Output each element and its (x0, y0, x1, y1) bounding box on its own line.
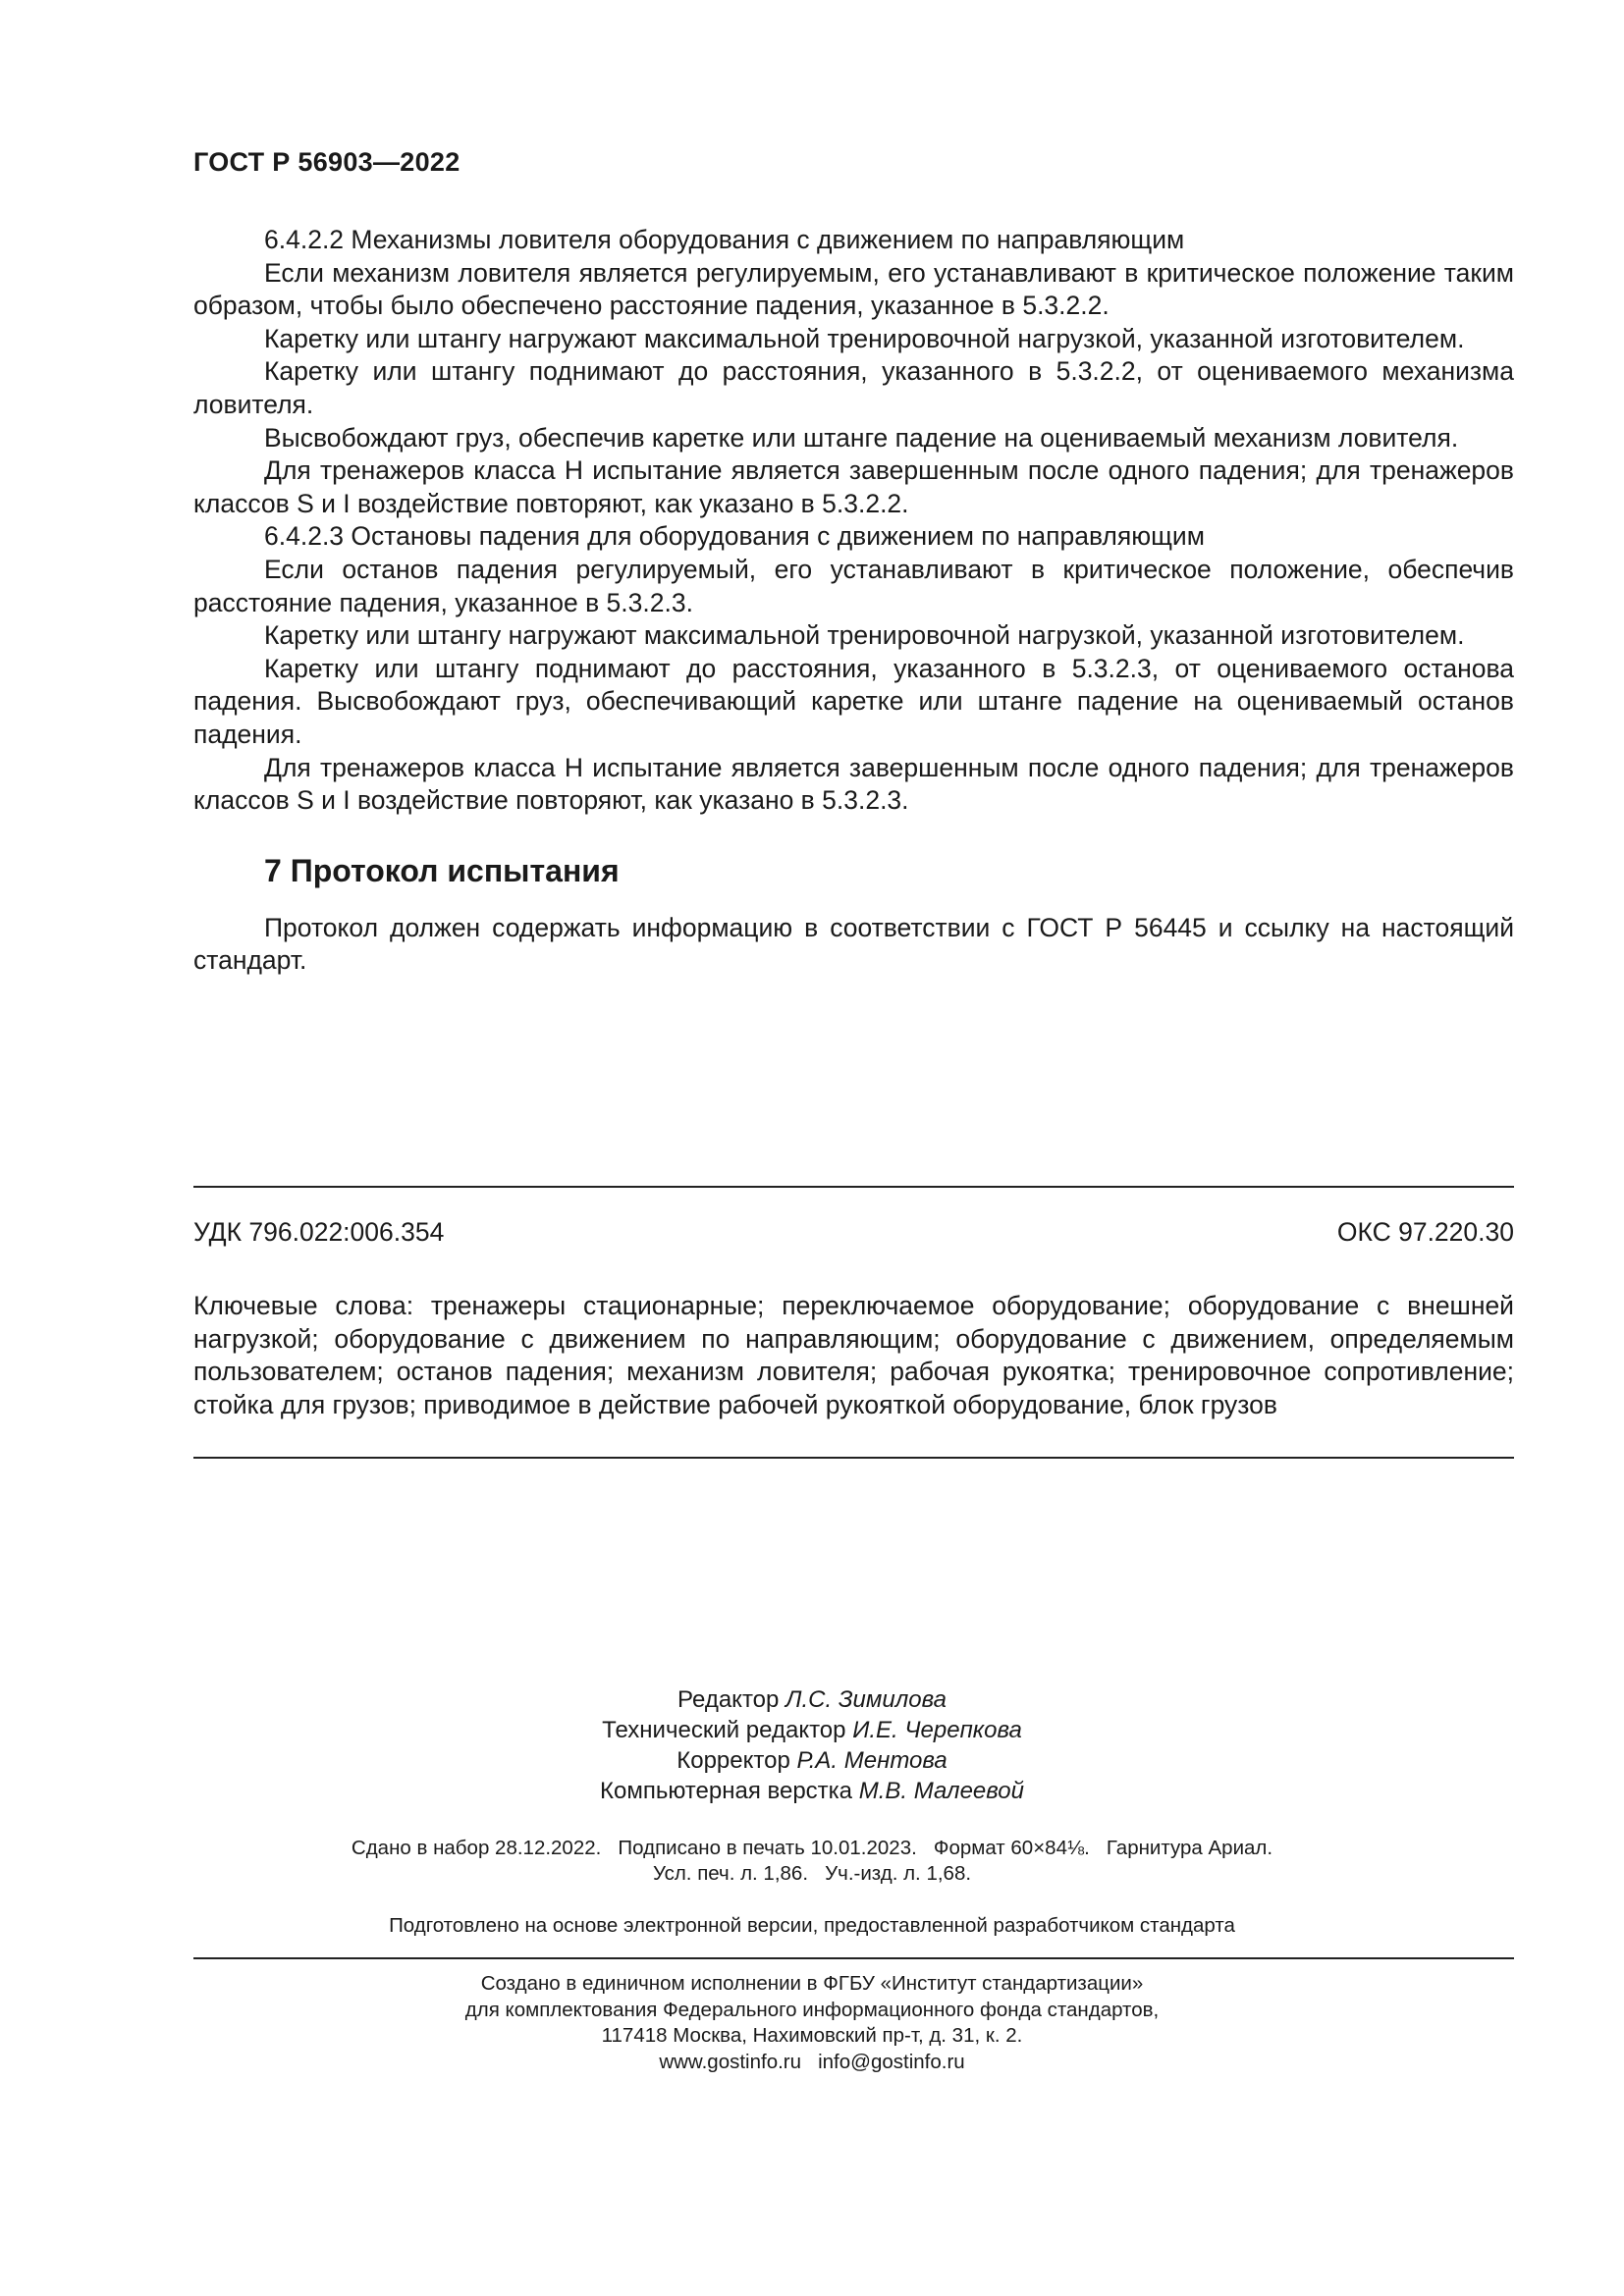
udk-code: УДК 796.022:006.354 (193, 1217, 445, 1247)
publisher-line: для комплектования Федерального информационного фонда стандартов, (464, 1998, 1160, 2021)
credit-name: М.В. Малеевой (858, 1778, 1024, 1804)
paragraph: Для тренажеров класса H испытание является завершенным после одного падения; для тренажеров классов S и I воздействие повторяют, как указано в 5.3.2.2. (193, 455, 1514, 518)
credit-name: Л.С. Зимилова (785, 1686, 947, 1713)
keywords: Ключевые слова: тренажеры стационарные; переключаемое оборудование; оборудование с внешней нагрузкой; оборудование с движением по направляющим; оборудование с движением, определяемым пользователем; останов падения; механизм ловителя; рабочая рукоятка; тренировочное сопротивление; стойка для грузов; приводимое в действие рабочей рукояткой оборудование, блок грузов (193, 1291, 1514, 1419)
prepared-note: Подготовлено на основе электронной версии, предоставленной разработчиком стандарта (389, 1914, 1235, 1937)
credit-role: Технический редактор (602, 1717, 846, 1743)
divider (193, 1186, 1514, 1188)
paragraph: Для тренажеров класса H испытание является завершенным после одного падения; для тренажеров классов S и I воздействие повторяют, как указано в 5.3.2.3. (193, 752, 1514, 816)
credit-role: Корректор (677, 1747, 790, 1774)
imprint-line: Сдано в набор 28.12.2022. Подписано в печать 10.01.2023. Формат 60×84⅛. Гарнитура Ариал. (351, 1837, 1273, 1859)
credit-row (0, 1715, 1624, 1745)
paragraph: Каретку или штангу поднимают до расстояния, указанного в 5.3.2.3, от оцениваемого останова падения. Высвобождают груз, обеспечивающий каретке или штанге падение на оцениваемый останов падения. (193, 653, 1514, 749)
paragraph: Если механизм ловителя является регулируемым, его устанавливают в критическое положение таким образом, чтобы было обеспечено расстояние падения, указанное в 5.3.2.2. (193, 257, 1514, 321)
paragraph: 6.4.2.3 Остановы падения для оборудования с движением по направляющим (264, 521, 1205, 552)
paragraph: Каретку или штангу нагружают максимальной тренировочной нагрузкой, указанной изготовителем. (264, 620, 1465, 651)
paragraph: Каретку или штангу поднимают до расстояния, указанного в 5.3.2.2, от оцениваемого механизма ловителя. (193, 356, 1514, 419)
credit-row (0, 1745, 1624, 1776)
publisher-line: Создано в единичном исполнении в ФГБУ «Институт стандартизации» (480, 1972, 1144, 1995)
credits (0, 1684, 1624, 1806)
paragraph: Протокол должен содержать информацию в соответствии с ГОСТ Р 56445 и ссылку на настоящий стандарт. (193, 912, 1514, 976)
publisher-line: 117418 Москва, Нахимовский пр-т, д. 31, к. 2. (601, 2024, 1023, 2047)
page-header-standard-id: ГОСТ Р 56903—2022 (193, 147, 460, 177)
paragraph: 6.4.2.2 Механизмы ловителя оборудования с движением по направляющим (264, 225, 1185, 254)
credit-row (0, 1684, 1624, 1715)
section-heading: 7 Протокол испытания (264, 852, 620, 888)
credit-name: И.Е. Черепкова (852, 1717, 1022, 1743)
credit-role: Редактор (677, 1686, 780, 1713)
paragraph: Если останов падения регулируемый, его устанавливают в критическое положение, обеспечив расстояние падения, указанное в 5.3.2.3. (193, 554, 1514, 617)
oks-code: ОКС 97.220.30 (1336, 1217, 1514, 1247)
divider (193, 1457, 1514, 1459)
paragraph: Высвобождают груз, обеспечив каретке или штанге падение на оцениваемый механизм ловителя. (264, 422, 1459, 453)
imprint-line: Усл. печ. л. 1,86. Уч.-изд. л. 1,68. (652, 1862, 972, 1885)
publisher-info (0, 1971, 1624, 2075)
publisher-links: www.gostinfo.ru info@gostinfo.ru (659, 2050, 965, 2073)
body-text (193, 224, 1514, 978)
credit-name: Р.А. Ментова (796, 1747, 947, 1774)
credit-role: Компьютерная верстка (600, 1778, 853, 1804)
credit-row (0, 1776, 1624, 1806)
imprint (0, 1836, 1624, 1887)
divider (193, 1957, 1514, 1959)
paragraph: Каретку или штангу нагружают максимальной тренировочной нагрузкой, указанной изготовителем. (264, 323, 1465, 353)
